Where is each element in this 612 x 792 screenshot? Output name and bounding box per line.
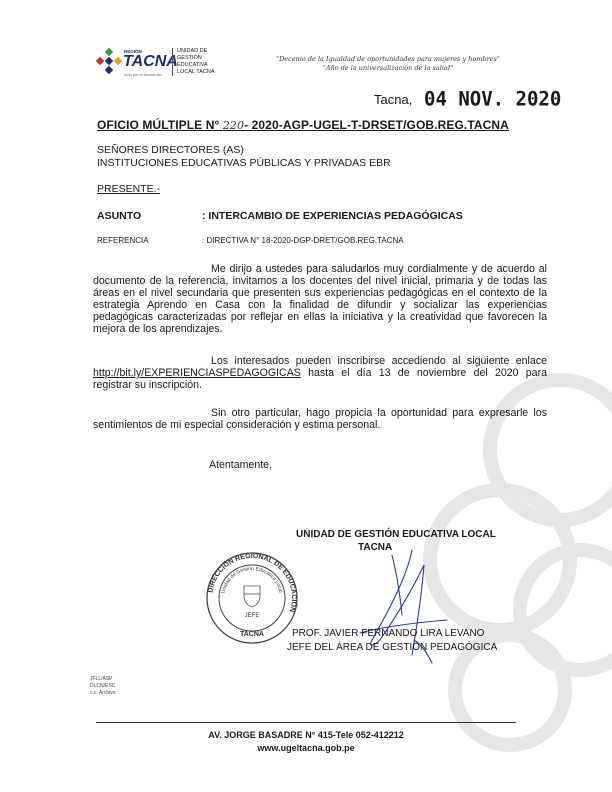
paragraph-2-text: Los interesados pueden inscribirse accediendo al siguiente enlace [211,355,547,367]
stamp-center-word: JEFE [244,613,260,619]
handwritten-date: 04 NOV. 2020 [424,87,562,111]
date-city: Tacna, [374,92,413,107]
official-stamp [204,550,300,646]
unit-line: UNIDAD DE [177,48,208,54]
initials-block [90,676,116,697]
stamp-outer-text: DIRECCIÓN REGIONAL DE EDUCACIÓN [207,552,298,613]
oficio-prefix: OFICIO MÚLTIPLE N° [97,118,220,132]
initials-line: c.c. Archivo [90,690,116,696]
unit-line: EDUCATIVA [177,62,208,68]
ugel-logo [96,46,178,77]
unit-line: GESTIÓN [177,55,202,61]
logo-tagline: todo por el desarrollo [124,72,162,77]
referencia-value: : DIRECTIVA N° 18-2020-DGP-DRET/GOB.REG.TACNA [202,236,404,245]
signer-name: PROF. JAVIER FERNANDO LIRA LEVANO [292,628,485,639]
stamp-shield-icon [244,586,260,607]
body-paragraph-3: Sin otro particular, hago propicia la oportunidad para expresarle los sentimientos de mi especial consideración y estima personal. [93,407,547,431]
official-motto [268,55,508,73]
footer-website[interactable]: www.ugeltacna.gob.pe [257,743,355,753]
logo-name: TACNA [123,53,178,70]
asunto-value: : INTERCAMBIO DE EXPERIENCIAS PEDAGÓGICAS [202,210,463,222]
handwritten-signature [352,545,472,675]
signature-org-line1: UNIDAD DE GESTIÓN EDUCATIVA LOCAL [296,529,496,540]
footer-divider [96,722,516,723]
logo-region-label: REGIÓN [124,49,142,54]
unit-name-block [172,48,215,76]
initials-line: JFLL/ASP [90,676,113,682]
signature-org-line2: TACNA [358,542,393,553]
motto-line: "Año de la universalización de la salud" [322,64,454,72]
presente-label: PRESENTE.- [97,183,161,195]
initials-line: DLCN/ESC [90,683,116,689]
paragraph-2-deadline: hasta el día 13 de noviembre del 2020 para registrar su inscripción. [93,367,547,391]
closing-text: Atentamente, [209,459,273,471]
body-paragraph-2 [93,355,547,391]
signer-title: JEFE DEL ÁREA DE GESTIÓN PEDAGÓGICA [287,642,498,653]
logo-cross-icon [96,48,122,74]
recipient-line: SEÑORES DIRECTORES (AS) [97,144,244,156]
motto-line: "Decenio de la Igualdad de oportunidades para mujeres y hombres" [276,55,500,63]
oficio-suffix: - 2020-AGP-UGEL-T-DRSET/GOB.REG.TACNA [244,118,509,132]
body-paragraph-1: Me dirijo a ustedes para saludarlos muy cordialmente y de acuerdo al documento de la referencia, invitamos a los docentes del nivel inicial, primaria y de todas las áreas en el nivel secundaria que presenten sus experiencias pedagógicas en el contexto de la estrategia Aprendo en Casa con la finalidad de difundir y socializar las experiencias pedagógicas caracterizadas por reflejar en ellas la iniciativa y la creatividad que favorecen la mejora de los aprendizajes. [93,263,547,335]
asunto-label: ASUNTO [97,210,142,222]
referencia-label: REFERENCIA [97,236,149,245]
oficio-number [97,118,509,132]
oficio-handwritten-number: 220 [222,119,245,132]
unit-line: LOCAL TACNA [177,69,215,75]
stamp-inner-text: Unidad de Gestión Educativa Local [220,565,284,595]
recipient-line: INSTITUCIONES EDUCATIVAS PÚBLICAS Y PRIVADAS EBR [97,157,391,169]
stamp-bottom-word: TACNA [240,631,264,638]
recipients [97,144,391,170]
registration-link[interactable]: http://bit.ly/EXPERIENCIASPEDAGOGICAS [93,367,301,379]
footer-address: AV. JORGE BASADRE N° 415-Tele 052-412212 [208,730,404,740]
